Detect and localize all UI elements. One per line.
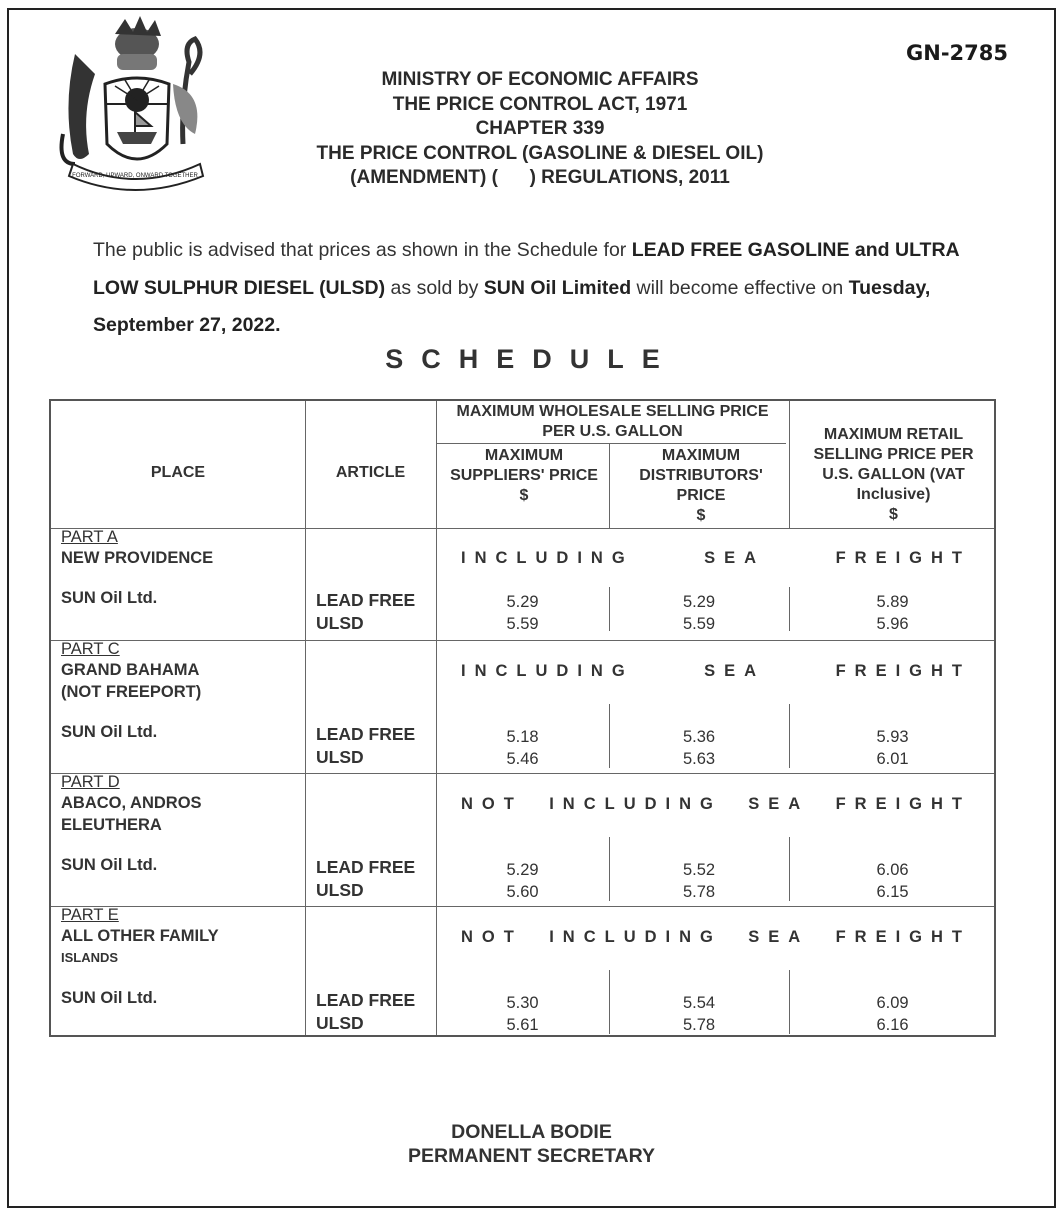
price-col-divider [789, 970, 790, 1034]
price-lead-free: 5.30 [506, 994, 539, 1012]
freight-note [436, 795, 996, 814]
crest-motto: FORWARD, UPWARD, ONWARD TOGETHER [72, 173, 198, 179]
freight-note [436, 928, 996, 947]
place-name: ABACO, ANDROS [61, 794, 202, 812]
place-name-line2: ISLANDS [61, 950, 119, 965]
price-col-divider [609, 704, 610, 768]
article-lead-free: LEAD FREE [316, 724, 416, 744]
freight-word: FREIGHT [835, 549, 971, 567]
notice-products: LEAD FREE GASOLINE and ULTRA LOW SULPHUR DIESEL (ULSD) [93, 239, 959, 299]
ministry-line: MINISTRY OF ECONOMIC AFFAIRS [381, 69, 699, 90]
price-ulsd: 5.78 [682, 1016, 716, 1034]
signatory-name: DONELLA BODIE [451, 1121, 612, 1143]
chapter-line: CHAPTER 339 [475, 118, 605, 139]
price-lead-free: 5.29 [506, 861, 539, 879]
price-ulsd: 5.78 [682, 883, 716, 901]
price-ulsd: 5.46 [506, 750, 539, 768]
price-lead-free: 5.29 [682, 593, 716, 611]
company-name: SUN Oil Ltd. [61, 856, 158, 874]
price-lead-free: 5.89 [876, 593, 909, 611]
freight-word: FREIGHT [835, 795, 971, 813]
price-ulsd: 5.61 [506, 1016, 539, 1034]
price-schedule-table [49, 399, 996, 1037]
price-lead-free: 6.06 [876, 861, 909, 879]
price-ulsd: 5.59 [506, 615, 539, 633]
price-ulsd: 5.60 [506, 883, 539, 901]
public-notice [93, 232, 973, 345]
price-ulsd: 6.15 [876, 883, 909, 901]
price-col-divider [789, 587, 790, 631]
notice-company: SUN Oil Limited [483, 276, 632, 299]
col-divider [609, 443, 610, 528]
price-lead-free: 5.93 [876, 728, 909, 746]
part-label: PART A [61, 528, 118, 546]
amendment-line: (AMENDMENT) ( ) REGULATIONS, 2011 [350, 167, 730, 188]
notice-text-3: will become effective on [631, 276, 849, 299]
freight-word: INCLUDING [461, 549, 634, 567]
price-ulsd: 5.63 [682, 750, 716, 768]
schedule-title: SCHEDULE [385, 344, 678, 374]
freight-word: NOT [461, 795, 523, 813]
notice-date: Tuesday, September 27, 2022. [93, 276, 931, 336]
article-lead-free: LEAD FREE [316, 857, 416, 877]
company-name: SUN Oil Ltd. [61, 723, 158, 741]
header-wholesale: MAXIMUM WHOLESALE SELLING PRICE PER U.S. GALLON [456, 403, 769, 440]
currency-symbol: $ [696, 507, 706, 524]
price-col-divider [789, 704, 790, 768]
freight-word: NOT [461, 928, 523, 946]
header-retail: MAXIMUM RETAIL SELLING PRICE PER U.S. GALLON (VAT Inclusive) $ [813, 426, 974, 523]
article-ulsd: ULSD [316, 747, 364, 767]
col-divider [305, 401, 306, 1035]
col-divider [789, 401, 790, 528]
company-name: SUN Oil Ltd. [61, 589, 158, 607]
notice-text-1: The public is advised that prices as shown in the Schedule for [93, 239, 632, 261]
document-id: GN-2785 [906, 41, 1008, 65]
price-lead-free: 5.54 [682, 994, 716, 1012]
part-label: PART E [61, 906, 119, 924]
price-ulsd: 6.01 [876, 750, 909, 768]
freight-word: INCLUDING [549, 928, 722, 946]
header-article: ARTICLE [335, 464, 406, 481]
article-lead-free: LEAD FREE [316, 990, 416, 1010]
part-label: PART D [61, 773, 120, 791]
place-name: NEW PROVIDENCE [61, 549, 214, 567]
company-name: SUN Oil Ltd. [61, 989, 158, 1007]
place-name-line2: (NOT FREEPORT) [61, 683, 202, 701]
price-col-divider [609, 587, 610, 631]
freight-word: INCLUDING [461, 662, 634, 680]
price-lead-free: 6.09 [876, 994, 909, 1012]
price-ulsd: 5.59 [682, 615, 716, 633]
article-ulsd: ULSD [316, 880, 364, 900]
price-col-divider [789, 837, 790, 901]
price-lead-free: 5.29 [506, 593, 539, 611]
signatory-title: PERMANENT SECRETARY [407, 1145, 656, 1167]
price-lead-free: 5.52 [682, 861, 716, 879]
freight-word: FREIGHT [835, 662, 971, 680]
header-distributors: MAXIMUM DISTRIBUTORS' PRICE $ [639, 447, 763, 524]
freight-word: SEA [704, 549, 766, 567]
freight-word: FREIGHT [835, 928, 971, 946]
freight-word: SEA [704, 662, 766, 680]
header-suppliers: MAXIMUM SUPPLIERS' PRICE $ [450, 447, 598, 504]
article-ulsd: ULSD [316, 613, 364, 633]
price-ulsd: 5.96 [876, 615, 909, 633]
regulation-line: THE PRICE CONTROL (GASOLINE & DIESEL OIL) [316, 142, 764, 164]
place-name: GRAND BAHAMA [61, 661, 200, 679]
article-lead-free: LEAD FREE [316, 590, 416, 610]
notice-text-2: as sold by [385, 276, 484, 299]
price-lead-free: 5.36 [682, 728, 716, 746]
place-name: ALL OTHER FAMILY [61, 927, 219, 945]
currency-symbol: $ [519, 487, 529, 504]
page-title [250, 68, 830, 191]
freight-word: SEA [748, 795, 810, 813]
price-ulsd: 6.16 [876, 1016, 909, 1034]
part-label: PART C [61, 640, 120, 658]
freight-note [436, 662, 996, 681]
freight-word: INCLUDING [549, 795, 722, 813]
header-place: PLACE [150, 464, 206, 481]
price-lead-free: 5.18 [506, 728, 539, 746]
place-name-line2: ELEUTHERA [61, 816, 162, 834]
act-line: THE PRICE CONTROL ACT, 1971 [392, 93, 688, 115]
price-col-divider [609, 970, 610, 1034]
article-ulsd: ULSD [316, 1013, 364, 1033]
price-col-divider [609, 837, 610, 901]
coat-of-arms-icon [55, 14, 215, 194]
freight-word: SEA [748, 928, 810, 946]
currency-symbol: $ [889, 506, 898, 523]
freight-note [436, 549, 996, 568]
